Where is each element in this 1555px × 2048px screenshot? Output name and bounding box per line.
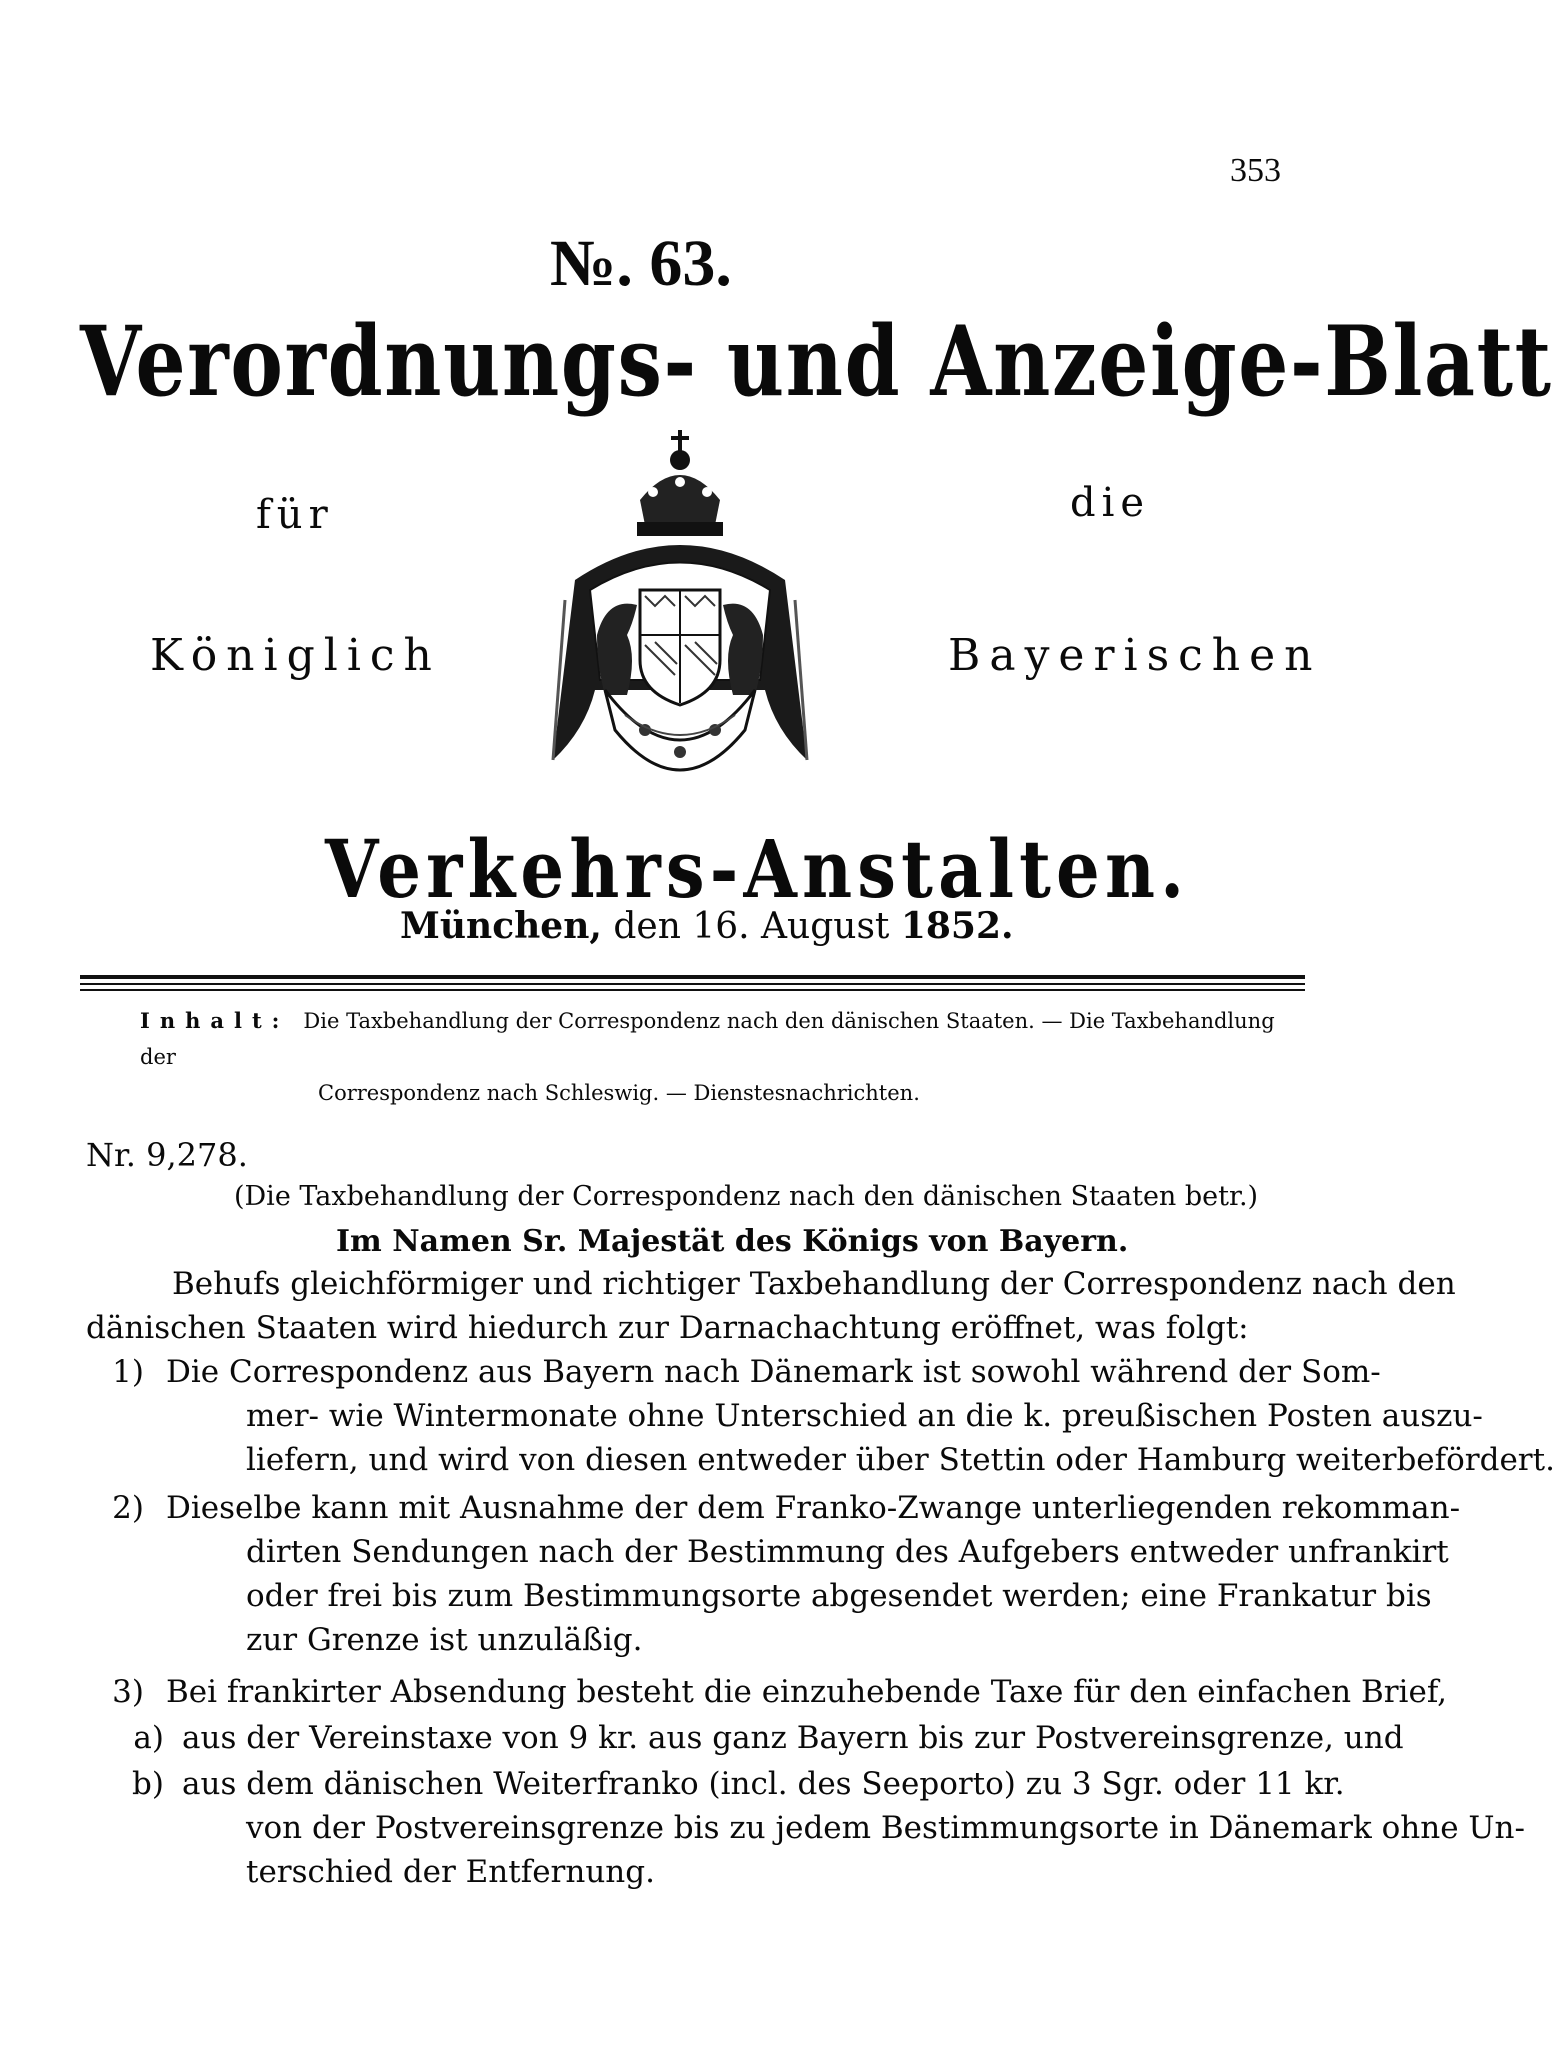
contents-label: Inhalt: — [140, 1008, 290, 1033]
decree-subitem — [86, 1762, 1525, 1894]
page-number: 353 — [1230, 152, 1281, 189]
issue-number: №. 63. — [550, 227, 732, 300]
masthead-word-bayerischen: Bayerischen — [948, 630, 1322, 681]
masthead-word-koeniglich: Königlich — [150, 630, 441, 681]
text-line: Dieselbe kann mit Ausnahme der dem Franko-Zwange unterliegenden rekomman- — [166, 1490, 1461, 1526]
contents-line: Die Taxbehandlung der Correspondenz nach den dänischen Staaten. — Die Taxbehandlung der — [140, 1009, 1275, 1069]
text-line: terschied der Entfernung. — [246, 1854, 655, 1890]
masthead-title: Verordnungs- und Anzeige-Blatt — [80, 305, 1553, 418]
text-line: liefern, und wird von diesen entweder über Stettin oder Hamburg weiterbefördert. — [246, 1442, 1555, 1478]
item-number: 3) — [112, 1674, 144, 1710]
text-line: aus dem dänischen Weiterfranko (incl. des Seeporto) zu 3 Sgr. oder 11 kr. — [182, 1766, 1345, 1802]
decree-item — [86, 1486, 1461, 1662]
decree-invocation: Im Namen Sr. Majestät des Königs von Bayern. — [336, 1224, 1129, 1259]
text-line: von der Postvereinsgrenze bis zu jedem Bestimmungsorte in Dänemark ohne Un- — [246, 1810, 1525, 1846]
text-line: Behufs gleichförmiger und richtiger Taxbehandlung der Correspondenz nach den — [172, 1266, 1456, 1302]
decree-subject: (Die Taxbehandlung der Correspondenz nach den dänischen Staaten betr.) — [234, 1181, 1259, 1212]
item-number: 1) — [112, 1354, 144, 1390]
masthead-word-die: die — [1070, 480, 1151, 526]
text-line: zur Grenze ist unzuläßig. — [246, 1622, 643, 1658]
text-line: aus der Vereinstaxe von 9 kr. aus ganz Bayern bis zur Postvereinsgrenze, und — [182, 1720, 1404, 1756]
subitem-letter: b) — [132, 1766, 164, 1802]
decree-item — [86, 1670, 1448, 1714]
subitem-letter: a) — [133, 1720, 164, 1756]
masthead-word-fuer: für — [256, 492, 334, 538]
decree-item — [86, 1350, 1555, 1482]
subhead-title: Verkehrs-Anstalten. — [325, 822, 1190, 916]
text-line: Bei frankirter Absendung besteht die einzuhebende Taxe für den einfachen Brief, — [166, 1674, 1448, 1710]
dateline — [400, 905, 1014, 947]
text-line: dirten Sendungen nach der Bestimmung des Aufgebers entweder unfrankirt — [246, 1534, 1449, 1570]
header-rule-thin — [80, 983, 1305, 985]
contents-line: Correspondenz nach Schleswig. — Dienstesnachrichten. — [318, 1081, 920, 1105]
coat-of-arms-icon — [545, 430, 815, 810]
dateline-year: 1852. — [900, 905, 1014, 947]
table-of-contents — [140, 1003, 1310, 1111]
decree-preamble — [86, 1262, 1456, 1350]
decree-subitem — [86, 1716, 1404, 1760]
item-number: 2) — [112, 1490, 144, 1526]
text-line: Die Correspondenz aus Bayern nach Dänemark ist sowohl während der Som- — [166, 1354, 1381, 1390]
header-rule-thin — [80, 989, 1305, 991]
dateline-place: München, — [400, 905, 602, 947]
text-line: mer- wie Wintermonate ohne Unterschied an die k. preußischen Posten auszu- — [246, 1398, 1483, 1434]
decree-number: Nr. 9,278. — [86, 1136, 248, 1174]
text-line: oder frei bis zum Bestimmungsorte abgesendet werden; eine Frankatur bis — [246, 1578, 1432, 1614]
header-rule — [80, 975, 1305, 979]
text-line: dänischen Staaten wird hiedurch zur Darnachachtung eröffnet, was folgt: — [86, 1310, 1249, 1346]
dateline-date: den 16. August — [601, 906, 901, 947]
